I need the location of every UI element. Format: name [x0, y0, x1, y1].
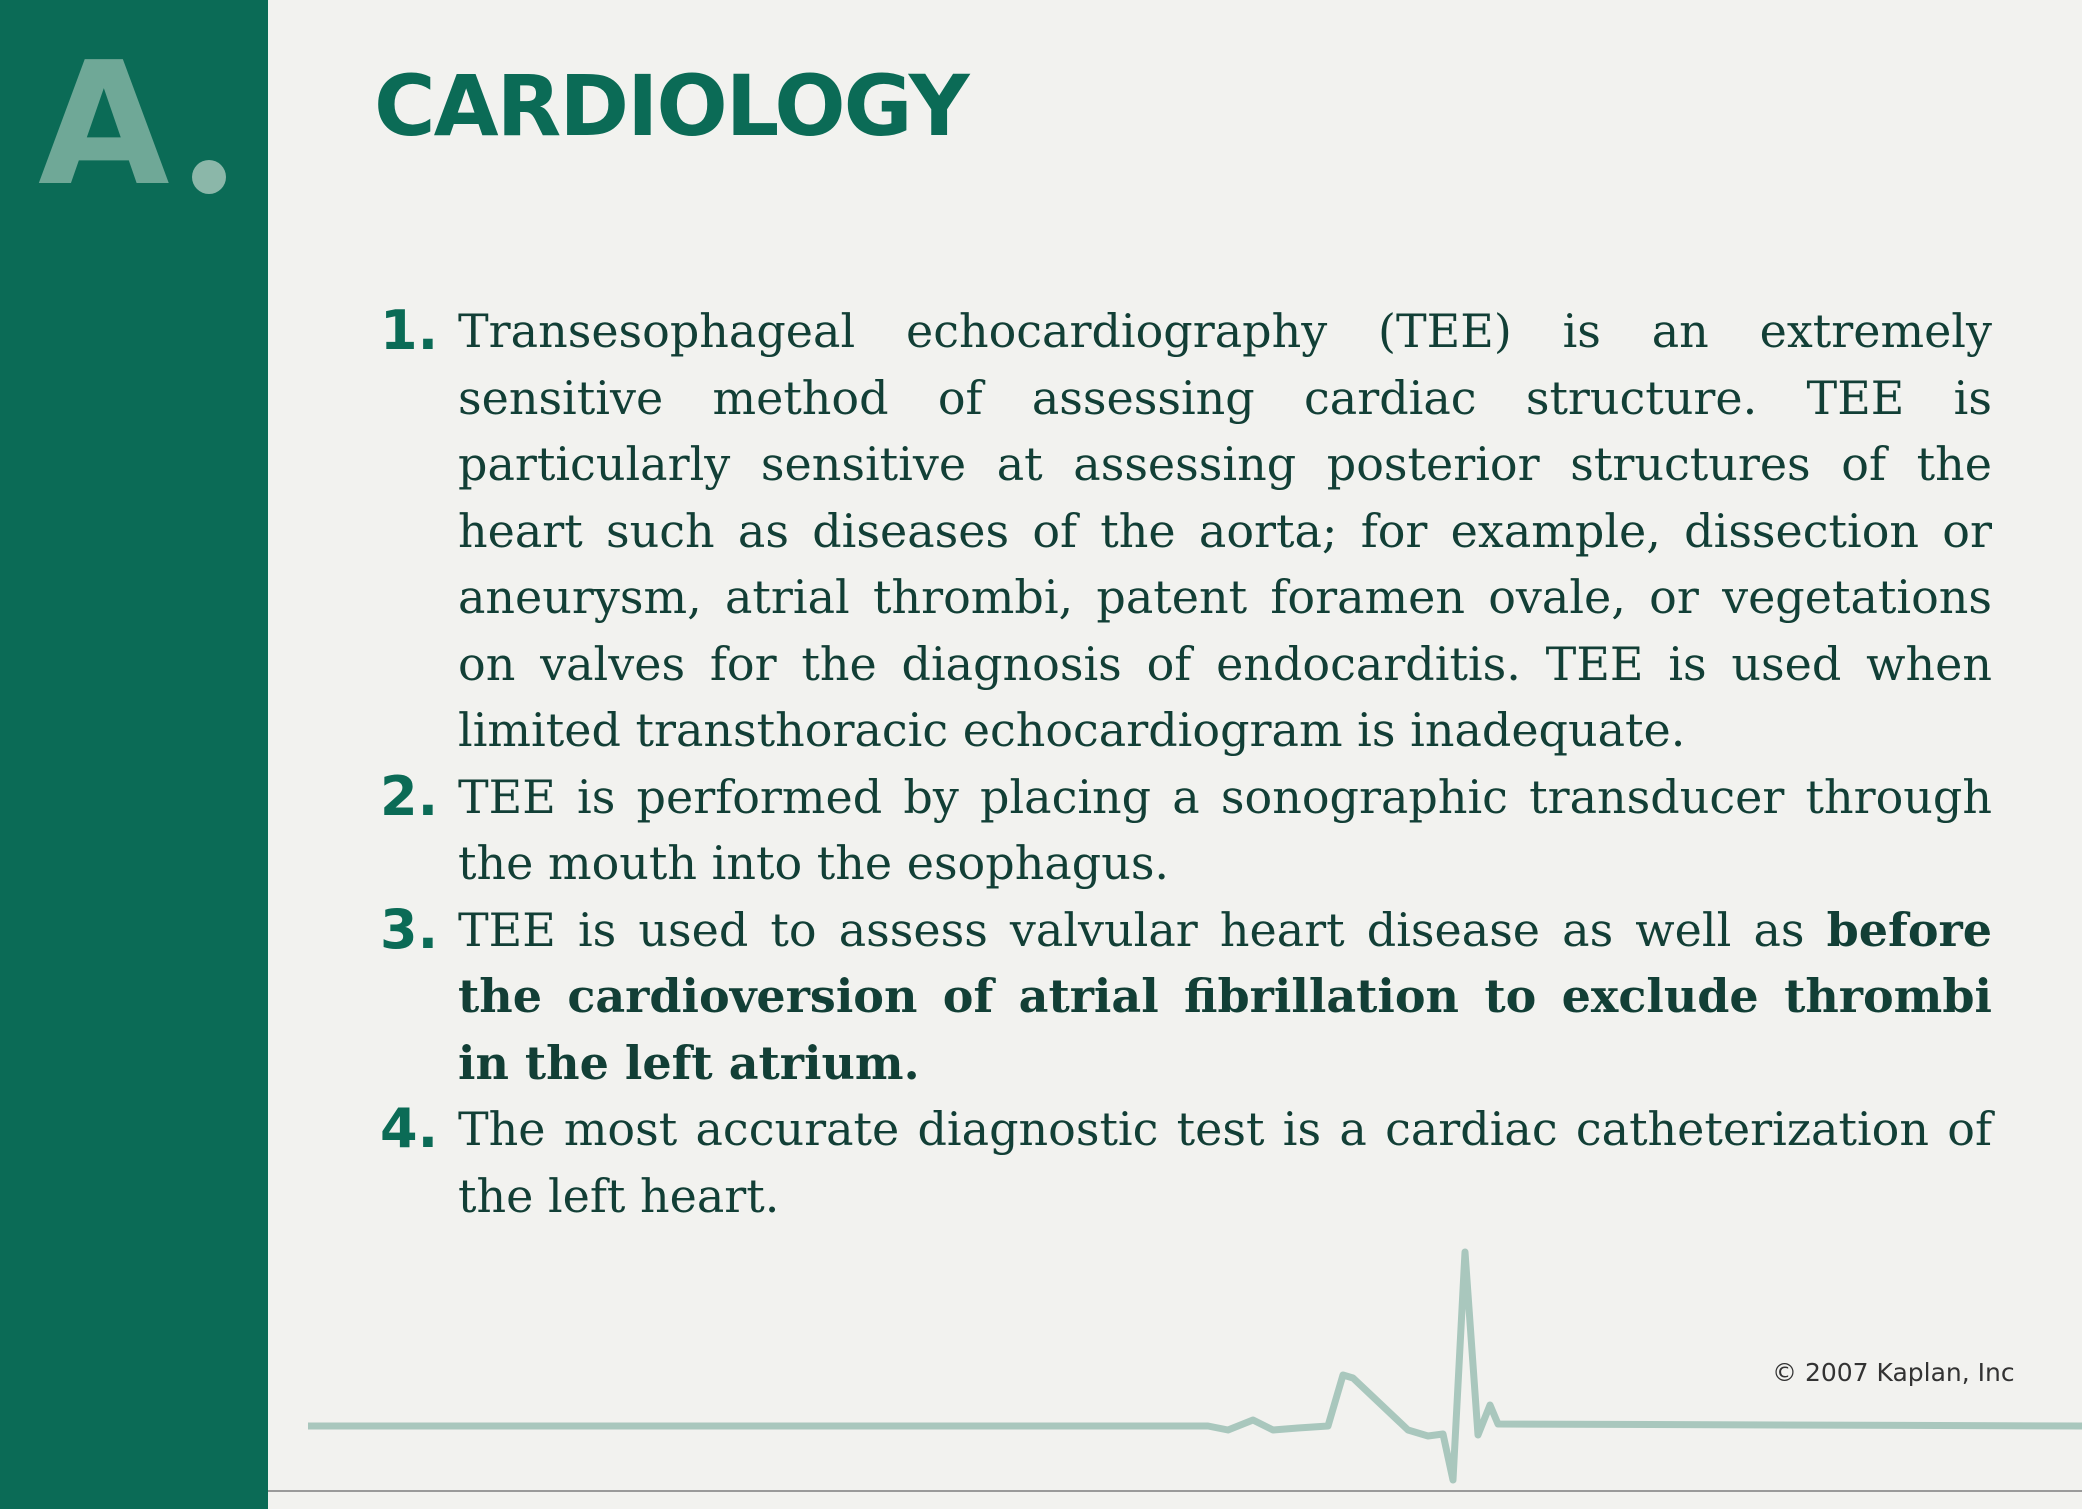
- list-item-1: [380, 298, 1992, 764]
- item-text: [458, 897, 1992, 1097]
- list-item-2: [380, 764, 1992, 897]
- list-item-4: [380, 1096, 1992, 1229]
- page-title: CARDIOLOGY: [374, 57, 968, 155]
- item-number: 3.: [380, 897, 439, 961]
- item-text: Transesophageal echocardiography (TEE) is an extremely sensitive method of assessing cardiac structure. TEE is particularly sensitive at assessing posterior structures of the heart such as diseases of the aorta; for example, dissection or aneurysm, atrial thrombi, patent foramen ovale, or vegetations on valves for the diagnosis of endocarditis. TEE is used when limited transthoracic echocardiogram is inadequate.: [458, 304, 1992, 757]
- bottom-rule: [268, 1490, 2082, 1492]
- item-text-bold: before the cardioversion of atrial fibrillation to exclude thrombi in the left atrium.: [458, 902, 1992, 1090]
- item-text-regular: TEE is used to assess valvular heart disease as well as: [458, 902, 1827, 957]
- item-text: The most accurate diagnostic test is a cardiac catheterization of the left heart.: [458, 1102, 1992, 1223]
- item-number: 1.: [380, 299, 439, 362]
- item-number: 2.: [380, 764, 439, 828]
- numbered-list: [380, 298, 1992, 1229]
- copyright-notice: © 2007 Kaplan, Inc: [1772, 1358, 2015, 1387]
- item-text: TEE is performed by placing a sonographic transducer through the mouth into the esophagus.: [458, 769, 1992, 890]
- section-letter: A: [38, 26, 166, 224]
- section-sidebar: [0, 0, 268, 1509]
- item-number: 4.: [380, 1097, 439, 1160]
- section-letter-dot: [192, 160, 226, 194]
- list-item-3: [380, 897, 1992, 1097]
